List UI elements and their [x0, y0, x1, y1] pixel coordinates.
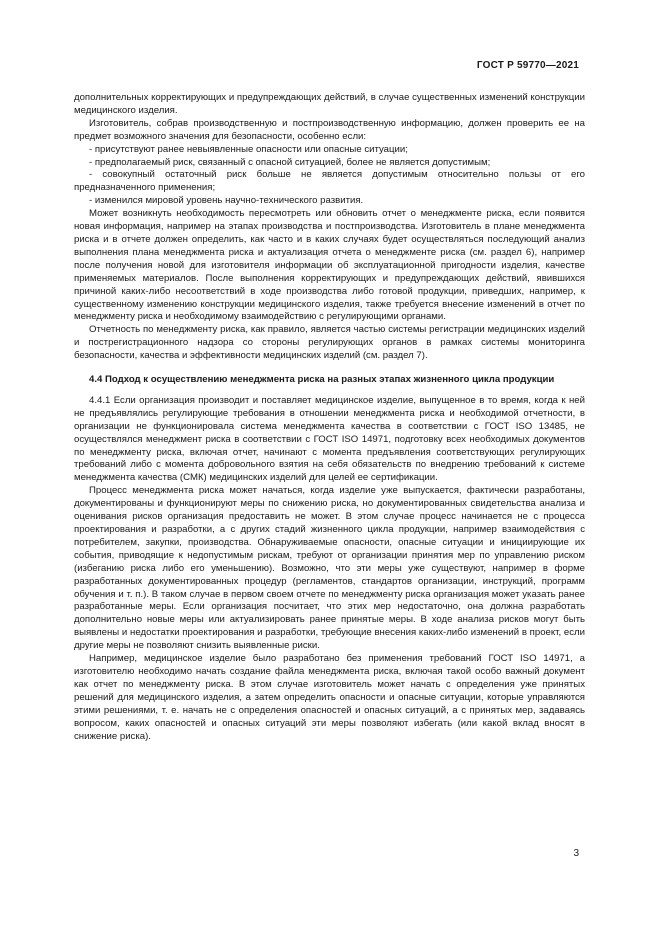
paragraph: Например, медицинское изделие было разработано без применения требований ГОСТ ISO 14971, а изготовителю необходимо начать создание файла менеджмента риска, включая такой особо важный документ как отчет по менеджменту риска. В этом случае изготовитель может начать с определения уже принятых решений для медицинского изделия, а затем определить опасности и опасные ситуации, которые управляются этими решениями, т. е. начать не с определения опасностей и опасных ситуаций, а с принятых мер, задаваясь вопросом, каких опасностей и опасных ситуаций эти меры позволяют избегать (или какой вклад вносят в снижение риска).	[74, 653, 585, 742]
paragraphs-bottom	[74, 395, 585, 743]
list-item: - изменился мировой уровень научно-технического развития.	[89, 195, 364, 207]
paragraphs-top	[74, 92, 585, 363]
paragraph: дополнительных корректирующих и предупреждающих действий, в случае существенных изменений конструкции медицинского изделия.	[74, 92, 585, 116]
paragraph: 4.4.1 Если организация производит и поставляет медицинское изделие, выпущенное в то время, когда к ней не предъявлялись регулирующие требования в отношении менеджмента риска и необходимой отчетности, в организации не функционировала система менеджмента качества в соответствии с ГОСТ ISO 13485, не осуществлялся менеджмент риска в соответствии с ГОСТ ISO 14971, подготовку всех необходимых документов по менеджменту риска, включая отчет, начинают с момента предъявления соответствующих регулирующих требований либо с момента добровольного взятия на себя обязательств по внедрению требований к системе менеджмента качества (СМК) медицинских изделий для целей ее сертификации.	[74, 394, 585, 484]
list-item: - присутствуют ранее невыявленные опасности или опасные ситуации;	[89, 143, 408, 155]
list-item: - совокупный остаточный риск больше не является допустимым относительно пользы от его предназначенного применения;	[74, 169, 585, 194]
list-item: - предполагаемый риск, связанный с опасной ситуацией, более не является допустимым;	[89, 156, 491, 168]
paragraph: Отчетность по менеджменту риска, как правило, является частью системы регистрации медицинских изделий и пострегистрационного надзора со стороны регулирующих органов в рамках системы мониторинга безопасности, качества и эффективности медицинских изделий (см. раздел 7).	[74, 324, 585, 362]
paragraph: Процесс менеджмента риска может начаться, когда изделие уже выпускается, фактически разработаны, документированы и функционируют меры по снижению риска, но документированных свидетельства анализа и оценивания рисков организация предоставить не может. В этом случае процесс начинается не с процесса проектирования и разработки, а с других стадий жизненного цикла продукции, например взаимодействия с потребителем, закупки, производства. Обнаруживаемые опасности, опасные ситуации и инициирующие их события, приводящие к недопустимым рискам, требуют от организации принятия мер по управлению риском (избеганию риска либо его уменьшению). Возможно, что эти меры уже существуют, например в форме разработанных документированных процедур (регламентов, стандартов организации, инструкций, программ обучения и т. п.). В таком случае в первом своем отчете по менеджменту риска организация может указать ранее разработанные меры. Если организация посчитает, что этих мер недостаточно, она должна разработать дополнительно новые меры или актуализировать ранее принятые меры. В ходе анализа рисков могут быть выявлены и недостатки проектирования и разработки, требующие внесения каких-либо изменений в проект, если другие меры не позволяют снизить выявленные риски.	[74, 485, 585, 652]
paragraph: Может возникнуть необходимость пересмотреть или обновить отчет о менеджменте риска, если появится новая информация, например на этапах производства и постпроизводства. Изготовитель в плане менеджмента риска и в отчете должен определить, как часто и в каких случаях будет осуществляться последующий анализ выполнения плана менеджмента риска и актуализация отчета о менеджменте риска (см. раздел 6), например после получения новой для изготовителя информации об эксплуатационной пригодности изделия, качестве применяемых материалов. После выполнения корректирующих и предупреждающих действий, явившихся причиной каких-либо несоответствий в ходе производства либо готовой продукции, приведших, например, к существенному изменению конструкции медицинского изделия, также требуется внесение изменений в отчет по менеджменту риска и необходимому взаимодействию с регулирующими органами.	[74, 208, 585, 323]
document-header: ГОСТ Р 59770—2021	[476, 60, 579, 71]
section-heading: 4.4 Подход к осуществлению менеджмента риска на разных этапах жизненного цикла продукции	[89, 374, 555, 386]
paragraph: Изготовитель, собрав производственную и постпроизводственную информацию, должен проверить ее на предмет возможного значения для безопасности, особенно если:	[74, 117, 585, 142]
document-body	[74, 92, 585, 743]
page-number: 3	[573, 848, 579, 859]
